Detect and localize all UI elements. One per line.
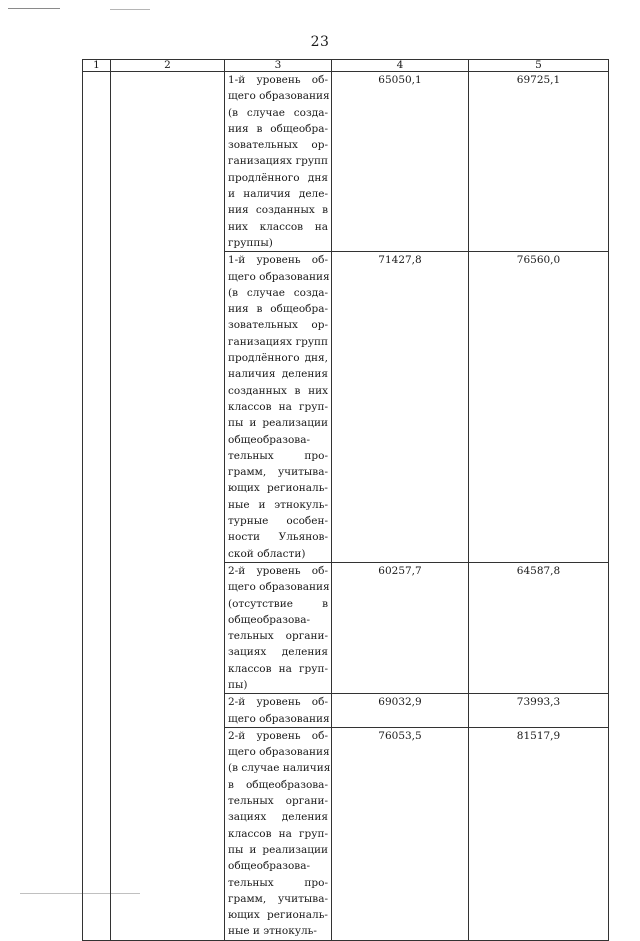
column-header: 5 <box>469 60 609 72</box>
data-table <box>82 59 609 941</box>
column-5-value: 81517,9 <box>469 727 609 940</box>
description-line: зовательных ор- <box>228 139 328 152</box>
description-line: щего образования <box>228 270 330 283</box>
description-line: в общеобразова- <box>228 778 328 791</box>
column-4-value: 76053,5 <box>332 727 469 940</box>
description-line: 2-й уровень об- <box>228 564 328 577</box>
column-4-value: 60257,7 <box>332 562 469 693</box>
description-line: щего образования <box>228 746 330 759</box>
description-line: грамм, учитыва- <box>228 466 328 479</box>
description-line: ния в общеобра- <box>228 303 328 316</box>
column-5-value: 69725,1 <box>469 72 609 252</box>
description-line: ния созданных в <box>228 204 328 217</box>
column-4-value: 65050,1 <box>332 72 469 252</box>
level-description-cell <box>225 727 332 940</box>
scan-edge-mark <box>8 8 60 9</box>
description-line: ющих региональ- <box>228 909 328 922</box>
header-row <box>83 60 609 72</box>
description-line: пы) <box>228 678 248 691</box>
table-body <box>83 72 609 941</box>
description-line: тельных про- <box>228 876 328 889</box>
column-2-cell <box>111 72 225 941</box>
level-description-cell <box>225 72 332 252</box>
description-line: турные особен- <box>228 515 328 528</box>
description-line: классов на груп- <box>228 662 328 675</box>
description-line: (в случае наличия <box>228 762 331 775</box>
description-line: зациях деления <box>228 811 328 824</box>
description-line: созданных в них <box>228 384 328 397</box>
column-1-cell <box>83 72 111 941</box>
description-line: ния в общеобра- <box>228 122 328 135</box>
description-line: тельных про- <box>228 449 328 462</box>
page-number: 23 <box>310 34 330 50</box>
description-line: тельных органи- <box>228 630 328 643</box>
column-header: 4 <box>332 60 469 72</box>
description-line: продлённого дня, <box>228 352 328 365</box>
column-header: 2 <box>111 60 225 72</box>
description-line: них классов на <box>228 220 328 233</box>
column-4-value: 69032,9 <box>332 694 469 728</box>
description-line: 1-й уровень об- <box>228 254 328 267</box>
description-line: щего образования <box>228 90 330 103</box>
description-line: щего образования <box>228 581 330 594</box>
column-5-value: 64587,8 <box>469 562 609 693</box>
table-row <box>83 72 609 252</box>
description-line: ющих региональ- <box>228 482 328 495</box>
column-header: 1 <box>83 60 111 72</box>
description-line: классов на груп- <box>228 827 328 840</box>
description-line: и наличия деле- <box>228 188 328 201</box>
description-line: общеобразова- <box>228 433 311 446</box>
level-description-cell <box>225 252 332 563</box>
description-line: классов на груп- <box>228 400 328 413</box>
description-line: группы) <box>228 236 273 249</box>
description-line: 1-й уровень об- <box>228 74 328 86</box>
scan-edge-mark <box>110 9 150 10</box>
column-4-value: 71427,8 <box>332 252 469 563</box>
column-header: 3 <box>225 60 332 72</box>
description-line: тельных органи- <box>228 795 328 808</box>
level-description-cell <box>225 694 332 728</box>
description-line: общеобразова- <box>228 860 311 873</box>
column-5-value: 73993,3 <box>469 694 609 728</box>
description-line: ганизациях групп <box>228 155 328 168</box>
description-line: грамм, учитыва- <box>228 892 328 905</box>
description-line: зовательных ор- <box>228 319 328 332</box>
description-line: ные и этнокуль- <box>228 925 317 938</box>
description-line: 2-й уровень об- <box>228 696 328 709</box>
description-line: ности Ульянов- <box>228 531 328 544</box>
description-line: ные и этнокуль- <box>228 498 328 511</box>
level-description-cell <box>225 562 332 693</box>
description-line: ской области) <box>228 547 306 560</box>
description-line: наличия деления <box>228 368 328 381</box>
description-line: зациях деления <box>228 646 328 659</box>
description-line: щего образования <box>228 712 330 725</box>
description-line: (отсутствие в <box>228 597 328 610</box>
description-line: общеобразова- <box>228 613 311 626</box>
description-line: пы и реализации <box>228 843 328 856</box>
description-line: 2-й уровень об- <box>228 729 328 742</box>
description-line: ганизациях групп <box>228 335 328 348</box>
column-5-value: 76560,0 <box>469 252 609 563</box>
description-line: (в случае созда- <box>228 106 328 119</box>
description-line: пы и реализации <box>228 417 328 430</box>
description-line: (в случае созда- <box>228 286 328 299</box>
description-line: продлённого дня <box>228 171 328 184</box>
